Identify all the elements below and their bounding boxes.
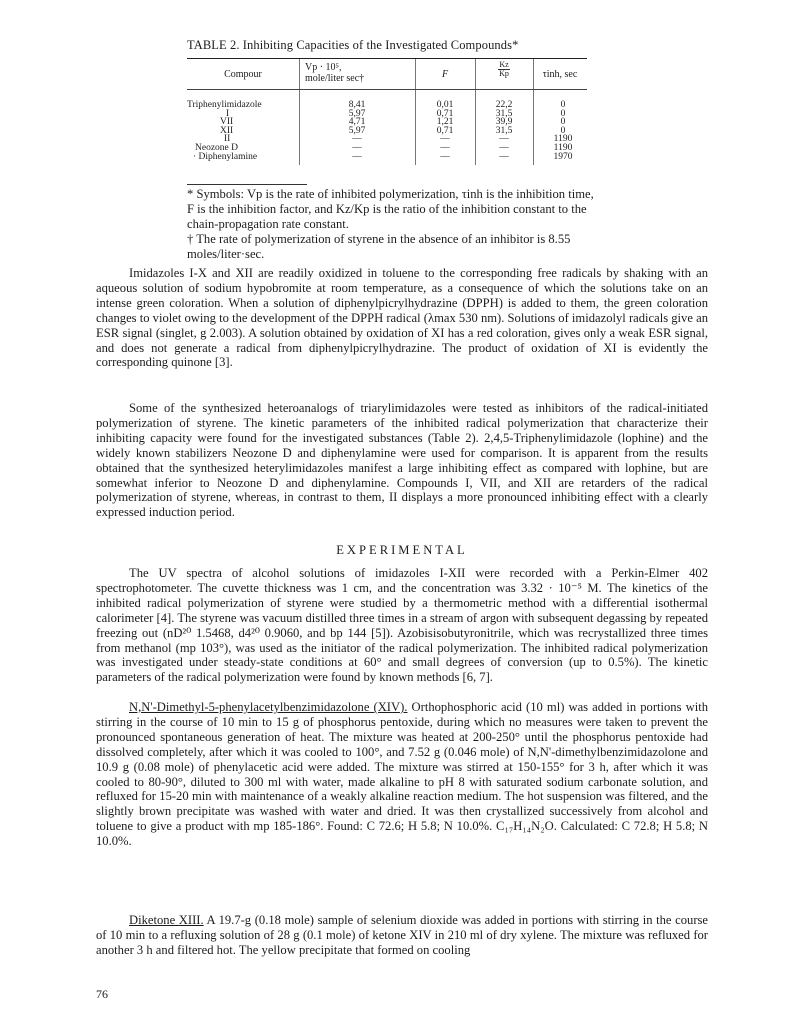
kz-kp-fraction <box>498 61 509 78</box>
tinh-value: 0 <box>560 125 566 136</box>
f-value: 0,71 <box>436 108 454 119</box>
vp-value: — <box>352 151 362 162</box>
f-value: — <box>440 142 450 153</box>
paragraph-diketone-xiii <box>96 913 708 958</box>
column-divider <box>475 90 476 165</box>
tinh-value: 0 <box>560 108 566 119</box>
table-body <box>187 90 587 165</box>
vp-value: 5,97 <box>348 108 366 119</box>
column-kz-kp <box>484 101 524 161</box>
paragraph-oxidation: Imidazoles I-X and XII are readily oxidized in toluene to the corresponding free radicals by shaking with an aqueous solution of sodium hypobromite at room temperature, as a consequence of which the solutions take on an intense green coloration. When a solution of diphenylpicrylhydrazine (DPPH) is added to them, the green coloration changes to violet owing to the development of the DPPH radical (λmax 530 nm). Solutions of imidazolyl radicals give an ESR signal (singlet, g 2.003). A solution obtained by oxidation of XI has a red coloration, gives only a weak ESR signal, and does not generate a radical from diphenylpicrylhydrazine. The product of oxidation of XI is evidently the corresponding quinone [3]. <box>96 266 708 370</box>
column-tinh <box>543 101 583 161</box>
f-value: — <box>440 151 450 162</box>
header-tinh: τinh, sec <box>542 69 578 80</box>
compound-name: II <box>224 134 231 145</box>
tinh-value: 1970 <box>553 151 573 162</box>
footnote-symbols: * Symbols: Vp is the rate of inhibited polymerization, τinh is the inhibition time, F is the inhibition factor, and Kz/Kp is the ratio of the inhibition constant to the chain-propagation rate constant. <box>187 187 594 231</box>
inhibiting-capacities-table <box>187 58 587 165</box>
table-title: TABLE 2. Inhibiting Capacities of the Investigated Compounds* <box>187 38 519 52</box>
column-compound <box>187 101 299 161</box>
f-value: 0,01 <box>436 100 454 110</box>
column-f <box>425 101 465 161</box>
kz-kp-value: 22,2 <box>495 100 513 110</box>
paragraph-compound-xiv <box>96 700 708 849</box>
tinh-value: 1190 <box>553 134 573 145</box>
header-f: F <box>441 69 449 80</box>
f-value: — <box>440 134 450 145</box>
compound-xiv-title: N,N'-Dimethyl-5-phenylacetylbenzimidazolone (XIV). <box>129 700 408 714</box>
f-value: 0,71 <box>436 125 454 136</box>
vp-value: 5,97 <box>348 125 366 136</box>
compound-name: Neozone D <box>195 142 238 153</box>
paragraph-methods: The UV spectra of alcohol solutions of imidazoles I-XII were recorded with a Perkin-Elmer 402 spectrophotometer. The cuvette thickness was 1 cm, and the concentration was 3.32 · 10⁻⁵ M. The kinetics of the inhibited radical polymerization of styrene were studied by a thermometric method with a differential isothermal calorimeter [4]. The styrene was vacuum distilled three times in a stream of argon with subsequent degassing by repeated freezing out (nD²⁰ 1.5468, d4²⁰ 0.9060, and bp 144 [5]). Azobisisobutyronitrile, which was recrystallized three times from methanol (mp 103°), was used as the initiator of the radical polymerization. The inhibited radical polymerization was investigated under steady-state conditions at 60° and small degrees of conversion (up to 0.5%). The kinetic parameters of the radical polymerization were found by known methods [6, 7]. <box>96 566 708 685</box>
footnote-rule <box>187 184 307 185</box>
vp-value: — <box>352 142 362 153</box>
column-divider <box>299 90 300 165</box>
tinh-value: 1190 <box>553 142 573 153</box>
page-number: 76 <box>96 987 108 1001</box>
kz-kp-value: 39,9 <box>495 117 513 128</box>
section-heading-experimental: EXPERIMENTAL <box>336 543 468 557</box>
compound-name: XII <box>220 125 234 136</box>
f-value: 1,21 <box>436 117 454 128</box>
header-vp <box>305 62 415 84</box>
column-divider <box>299 59 300 89</box>
tinh-value: 0 <box>560 117 566 128</box>
header-compound: Compour <box>224 69 262 80</box>
header-kz: Kz <box>499 60 509 69</box>
vp-value: — <box>352 134 362 145</box>
paragraph-inhibitors: Some of the synthesized heteroanalogs of triarylimidazoles were tested as inhibitors of the radical-initiated polymerization of styrene. The kinetic parameters of the inhibited radical polymerization that characterize their inhibiting capacity were found for the investigated substances (Table 2). 2,4,5-Triphenylimidazole (lophine) and the widely known stabilizers Neozone D and diphenylamine were used for comparison. It is apparent from the results obtained that the synthesized heterylimidazoles manifest a large inhibiting effect as compared with lophine, but are somewhat inferior to Neozone D and diphenylamine. Compounds I, VII, and XII are retarders of the radical polymerization of styrene, whereas, in contrast to them, II displays a more pronounced inhibiting effect with a clearly expressed induction period. <box>96 401 708 520</box>
kz-kp-value: 31,5 <box>495 125 513 136</box>
compound-name: · Diphenylamine <box>193 151 258 162</box>
footnote-rate: † The rate of polymerization of styrene in the absence of an inhibitor is 8.55 moles/liter·sec. <box>187 232 571 261</box>
diketone-xiii-title: Diketone XIII. <box>129 913 204 927</box>
header-vp-line2: mole/liter sec† <box>305 73 365 84</box>
vp-value: 8,41 <box>348 100 366 110</box>
column-divider <box>415 90 416 165</box>
compound-name: Triphenylimidazole <box>187 100 262 110</box>
kz-kp-value: 31,5 <box>495 108 513 119</box>
compound-name: I <box>226 108 230 119</box>
kz-kp-value: — <box>499 142 509 153</box>
column-vp <box>337 101 377 161</box>
column-divider <box>533 90 534 165</box>
tinh-value: 0 <box>560 100 566 110</box>
diketone-xiii-text: A 19.7-g (0.18 mole) sample of selenium dioxide was added in portions with stirring in the course of 10 min to a refluxing solution of 28 g (0.1 mole) of ketone XIV in 210 ml of dry xylene. The mixture was refluxed for another 3 h and filtered hot. The yellow precipitate that formed on cooling <box>96 913 709 957</box>
compound-name: VII <box>220 117 234 128</box>
table-footnotes <box>187 184 602 262</box>
table-header <box>187 59 587 89</box>
header-kz-kp <box>475 61 533 78</box>
header-vp-line1: Vp · 10⁵, <box>305 62 342 73</box>
header-kp: Kp <box>499 69 509 78</box>
kz-kp-value: — <box>499 151 509 162</box>
kz-kp-value: — <box>499 134 509 145</box>
compound-xiv-text: Orthophosphoric acid (10 ml) was added in portions with stirring in the course of 10 min to 15 g of phosphorus pentoxide, during which no measures were taken to prevent the pronounced spontaneous generation of heat. The mixture was heated at 200-250° until the phosphorus pentoxide had dissolved completely, after which it was cooled to 100°, and 7.52 g (0.046 mole) of N,N'-dimethylbenzimidazolone and 10.9 g (0.08 mole) of phenylacetic acid were added. The mixture was stirred at 150-155° for 3 h, after which it was cooled to 80-90°, diluted to 300 ml with water, made alkaline to pH 8 with saturated sodium carbonate solution, and refluxed for 15-20 min with maintenance of a weakly alkaline reaction medium. The hot suspension was filtered, and the slightly brown precipitate was washed with water and dried. It was then crystallized successively from alcohol and toluene to give a product with mp 185-186°. Found: C 72.6; H 5.8; N 10.0%. C₁₇H₁₄N₂O. Calculated: C 72.8; H 5.8; N 10.0%. <box>96 700 708 849</box>
vp-value: 4,71 <box>348 117 366 128</box>
